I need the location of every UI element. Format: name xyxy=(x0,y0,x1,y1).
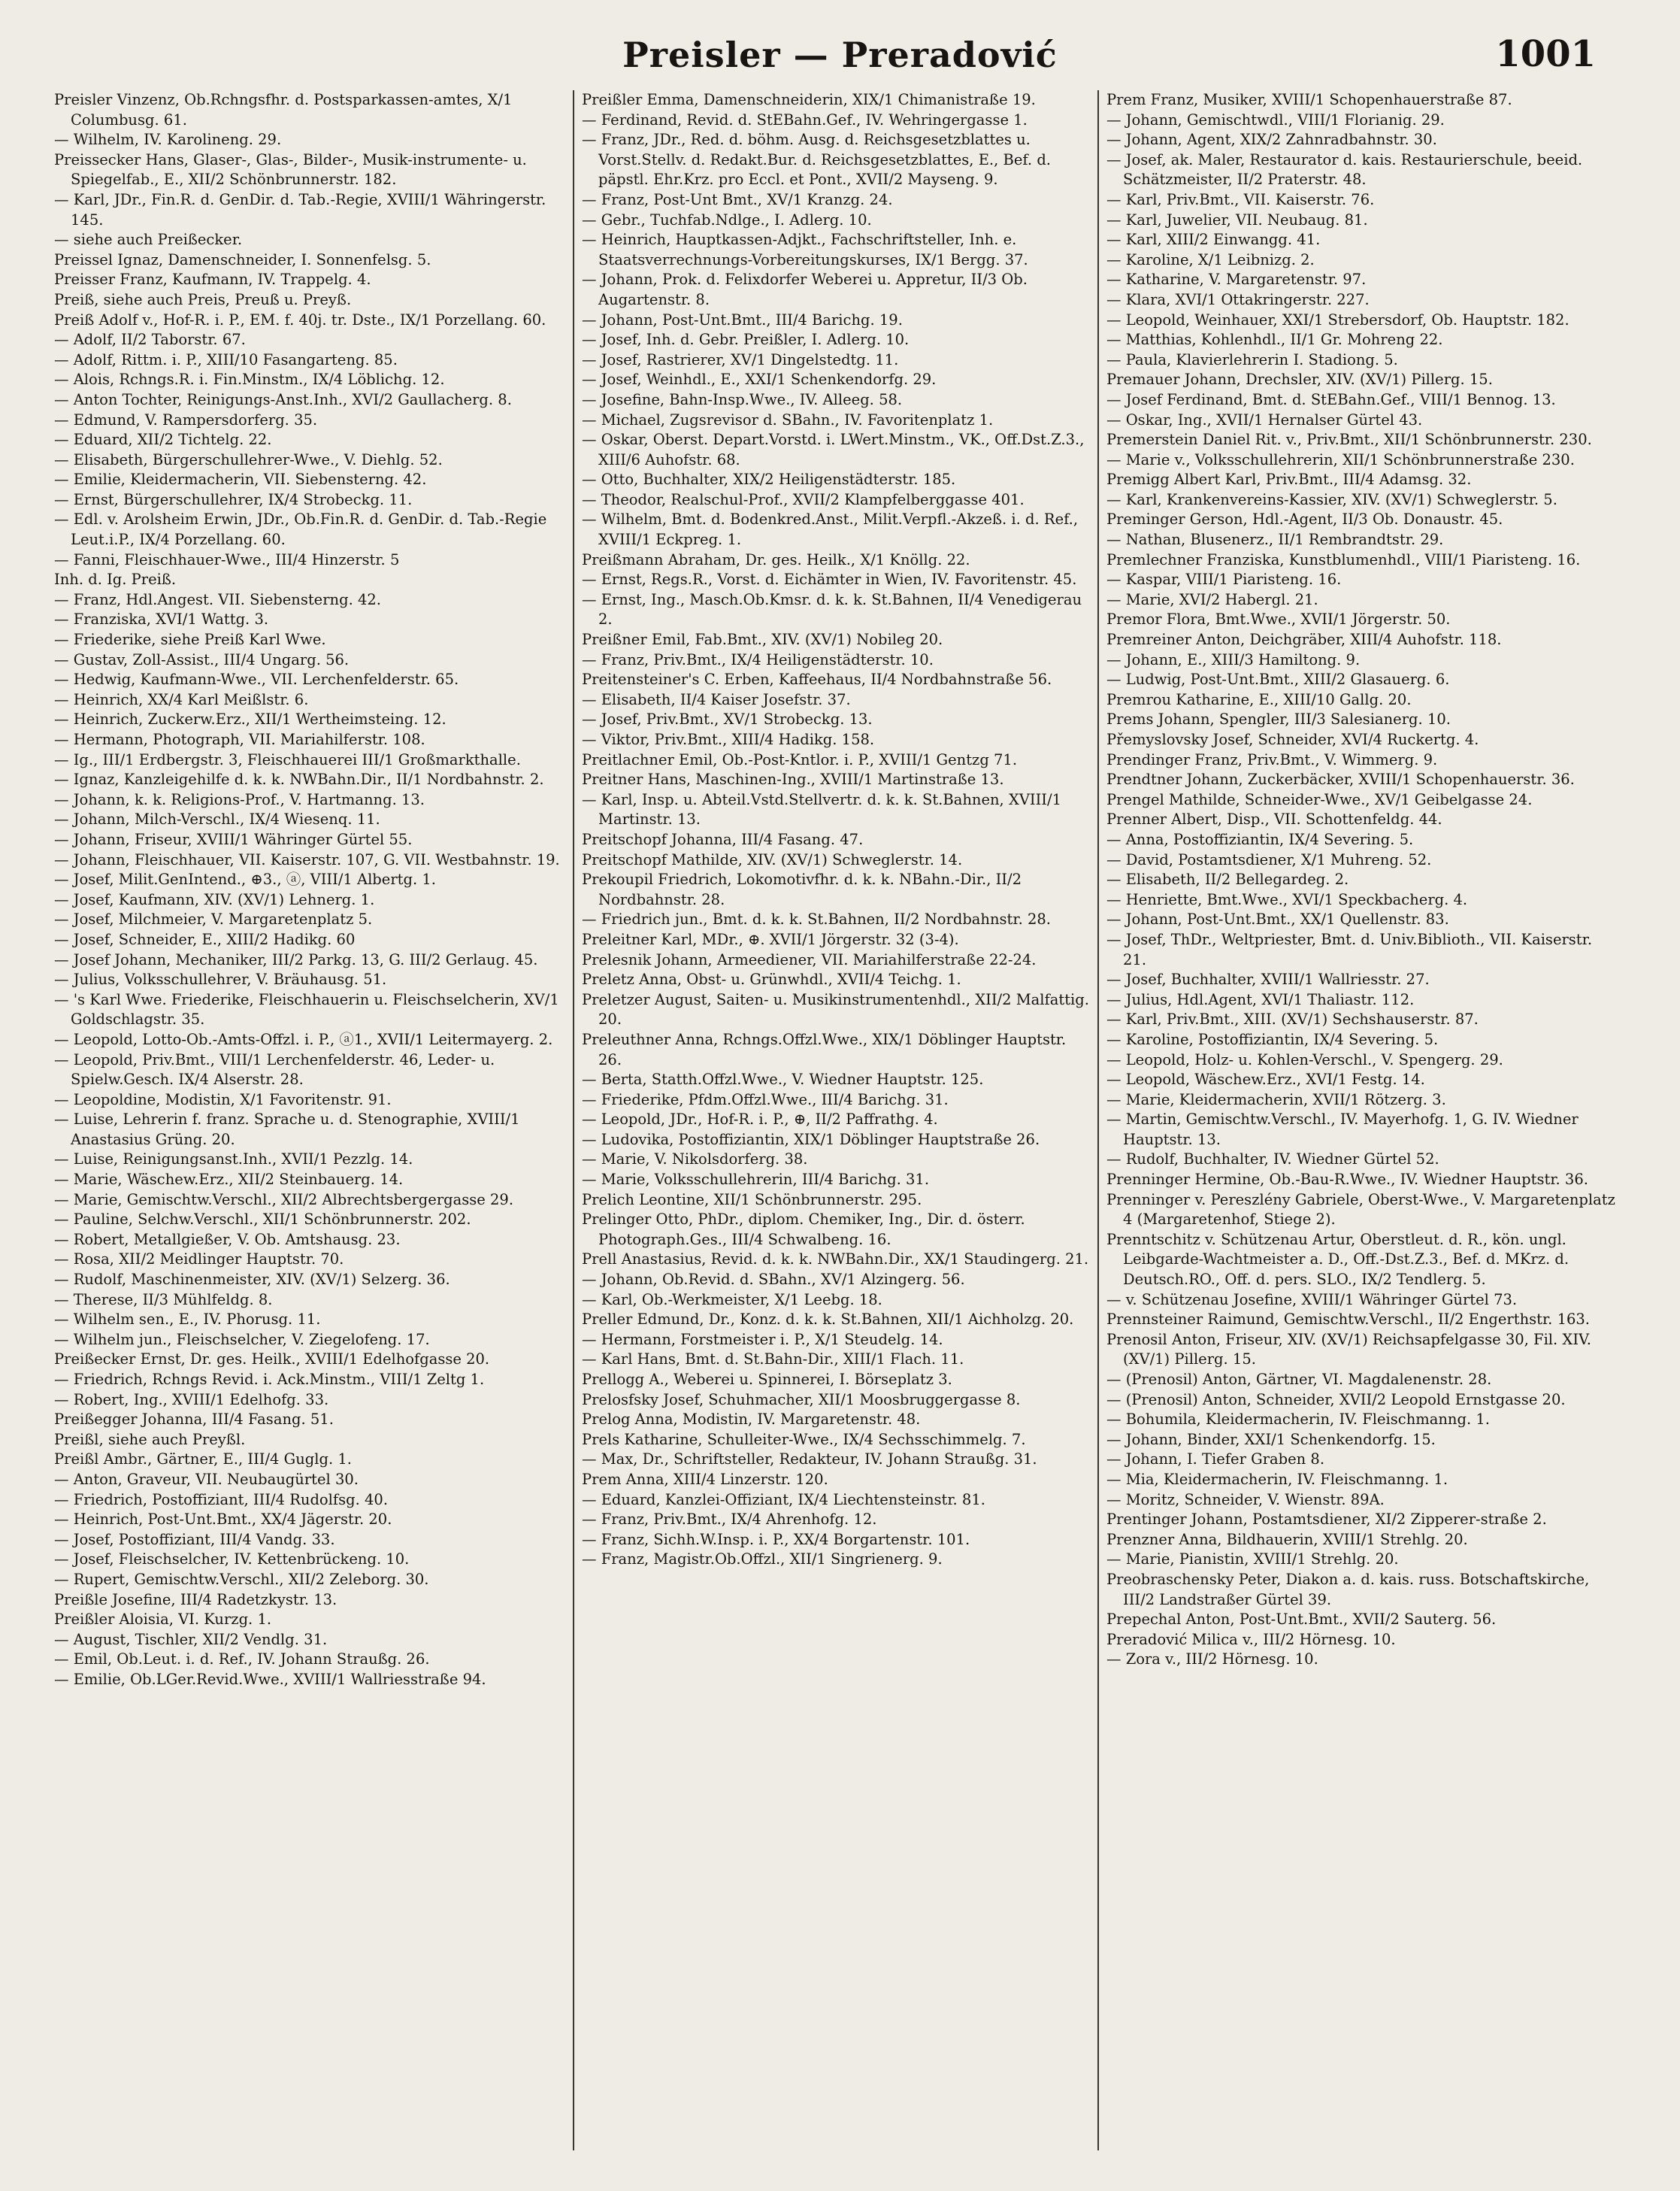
directory-entry: — Leopold, Wäschew.Erz., XVI/1 Festg. 14. xyxy=(1106,1071,1425,1089)
directory-entry: — Hermann, Forstmeister i. P., X/1 Steudelg. 14. xyxy=(582,1330,943,1348)
directory-entry: — Rosa, XII/2 Meidlinger Hauptstr. 70. xyxy=(54,1250,344,1268)
directory-entry: — Eduard, Kanzlei-Offiziant, IX/4 Liechtensteinstr. 81. xyxy=(582,1490,985,1508)
directory-entry: — Johann, Gemischtwdl., VIII/1 Florianig. 29. xyxy=(1106,111,1445,129)
directory-entry: — Josef, Rastrierer, XV/1 Dingelstedtg. 11. xyxy=(582,350,899,368)
directory-entry: — Hedwig, Kaufmann-Wwe., VII. Lerchenfelderstr. 65. xyxy=(54,671,459,689)
column-2 xyxy=(573,90,1093,2150)
directory-entry: Preißl, siehe auch Preyßl. xyxy=(54,1430,246,1448)
directory-entry: Prem Franz, Musiker, XVIII/1 Schopenhauerstraße 87. xyxy=(1106,91,1512,108)
directory-entry: Premreiner Anton, Deichgräber, XIII/4 Auhofstr. 118. xyxy=(1106,631,1502,649)
directory-entry: — Franziska, XVI/1 Wattg. 3. xyxy=(54,611,269,629)
directory-entry: — Eduard, XII/2 Tichtelg. 22. xyxy=(54,431,272,449)
directory-entry: — Anton, Graveur, VII. Neubaugürtel 30. xyxy=(54,1470,359,1488)
directory-entry: — Nathan, Blusenerz., II/1 Rembrandtstr. 29. xyxy=(1106,531,1444,549)
directory-entry: Preitschopf Mathilde, XIV. (XV/1) Schweglerstr. 14. xyxy=(582,850,963,868)
directory-entry: Preiß, siehe auch Preis, Preuß u. Preyß. xyxy=(54,290,352,308)
directory-entry: — Josef, Milchmeier, V. Margaretenplatz 5. xyxy=(54,911,373,929)
page-title: Preisler — Preradović xyxy=(622,35,1058,75)
directory-entry: — Klara, XVI/1 Ottakringerstr. 227. xyxy=(1106,290,1370,308)
directory-entry: — Karl, Ob.-Werkmeister, X/1 Leebg. 18. xyxy=(582,1290,882,1308)
directory-entry: — Friederike, Pfdm.Offzl.Wwe., III/4 Barichg. 31. xyxy=(582,1090,949,1108)
directory-entry: — Josef, Buchhalter, XVIII/1 Wallriesstr. 27. xyxy=(1106,971,1430,989)
directory-entry: — Heinrich, Hauptkassen-Adjkt., Fachschriftsteller, Inh. e. Staatsverrechnungs-Vorbereitungskurses, IX/1 Bergg. 37. xyxy=(582,231,1028,268)
directory-entry: — Franz, Priv.Bmt., IX/4 Heiligenstädterstr. 10. xyxy=(582,650,934,668)
directory-entry: — Franz, Sichh.W.Insp. i. P., XX/4 Borgartenstr. 101. xyxy=(582,1530,970,1548)
directory-entry: — Ernst, Bürgerschullehrer, IX/4 Strobeckg. 11. xyxy=(54,490,413,508)
directory-entry: — Karl, XIII/2 Einwangg. 41. xyxy=(1106,231,1321,249)
directory-entry: — Karl, JDr., Fin.R. d. GenDir. d. Tab.-Regie, XVIII/1 Währingerstr. 145. xyxy=(54,190,546,229)
directory-entry: Preißler Aloisia, VI. Kurzg. 1. xyxy=(54,1611,272,1629)
directory-entry: — Therese, II/3 Mühlfeldg. 8. xyxy=(54,1290,273,1308)
directory-entry: — Josef, ak. Maler, Restaurator d. kais. Restaurierschule, beeid. Schätzmeister, II/2 Praterstr. 48. xyxy=(1106,150,1583,189)
directory-entry: — Luise, Reinigungsanst.Inh., XVII/1 Pezzlg. 14. xyxy=(54,1150,413,1168)
directory-entry: — Emilie, Kleidermacherin, VII. Siebensterng. 42. xyxy=(54,471,427,489)
directory-entry: — Josef Johann, Mechaniker, III/2 Parkg. 13, G. III/2 Gerlaug. 45. xyxy=(54,950,538,968)
directory-entry: Preletz Anna, Obst- u. Grünwhdl., XVII/4 Teichg. 1. xyxy=(582,971,961,989)
directory-entry: Prendtner Johann, Zuckerbäcker, XVIII/1 Schopenhauerstr. 36. xyxy=(1106,771,1575,789)
directory-entry: Preißecker Ernst, Dr. ges. Heilk., XVIII/1 Edelhofgasse 20. xyxy=(54,1350,490,1368)
directory-entry: — v. Schützenau Josefine, XVIII/1 Währinger Gürtel 73. xyxy=(1106,1290,1518,1308)
directory-entry: — Luise, Lehrerin f. franz. Sprache u. d. Stenographie, XVIII/1 Anastasius Grüng. 20. xyxy=(54,1111,520,1148)
column-1 xyxy=(54,90,565,2150)
directory-entry: — Fanni, Fleischhauer-Wwe., III/4 Hinzerstr. 5 xyxy=(54,550,400,568)
directory-entry: — Elisabeth, II/4 Kaiser Josefstr. 37. xyxy=(582,690,851,708)
directory-entry: Prelich Leontine, XII/1 Schönbrunnerstr. 295. xyxy=(582,1190,922,1208)
directory-entry: — Julius, Volksschullehrer, V. Bräuhausg. 51. xyxy=(54,971,387,989)
directory-entry: — Josef, Kaufmann, XIV. (XV/1) Lehnerg. 1. xyxy=(54,890,375,908)
directory-entry: — Max, Dr., Schriftsteller, Redakteur, IV. Johann Straußg. 31. xyxy=(582,1450,1037,1468)
directory-entry: Preissecker Hans, Glaser-, Glas-, Bilder-, Musik-instrumente- u. Spiegelfab., E., XII/2 Schönbrunnerstr. 182. xyxy=(54,150,527,189)
directory-entry: Preiß Adolf v., Hof-R. i. P., EM. f. 40j. tr. Dste., IX/1 Porzellang. 60. xyxy=(54,311,546,329)
directory-entry: — Johann, Post-Unt.Bmt., III/4 Barichg. 19. xyxy=(582,311,903,329)
directory-entry: — Johann, Ob.Revid. d. SBahn., XV/1 Alzingerg. 56. xyxy=(582,1271,965,1289)
directory-entry: — Ig., III/1 Erdbergstr. 3, Fleischhauerei III/1 Großmarkthalle. xyxy=(54,750,521,768)
directory-entry: — Karl, Juwelier, VII. Neubaug. 81. xyxy=(1106,211,1368,229)
directory-entry: — Karoline, Postoffiziantin, IX/4 Severing. 5. xyxy=(1106,1030,1439,1048)
directory-entry: — Marie, Pianistin, XVIII/1 Strehlg. 20. xyxy=(1106,1550,1399,1568)
directory-entry: — Johann, Friseur, XVIII/1 Währinger Gürtel 55. xyxy=(54,830,413,848)
directory-entry: — Oskar, Oberst. Depart.Vorstd. i. LWert.Minstm., VK., Off.Dst.Z.3., XIII/6 Auhofstr. 68. xyxy=(582,431,1085,468)
directory-entry: Prennsteiner Raimund, Gemischtw.Verschl., II/2 Engerthstr. 163. xyxy=(1106,1311,1590,1329)
directory-entry: — Martin, Gemischtw.Verschl., IV. Mayerhofg. 1, G. IV. Wiedner Hauptstr. 13. xyxy=(1106,1111,1579,1148)
directory-entry: Preobraschensky Peter, Diakon a. d. kais. russ. Botschaftskirche, III/2 Landstraßer Gürtel 39. xyxy=(1106,1570,1590,1608)
directory-entry: Preißler Emma, Damenschneiderin, XIX/1 Chimanistraße 19. xyxy=(582,91,1036,108)
directory-entry: — Leopold, Lotto-Ob.-Amts-Offzl. i. P., ⓐ1., XVII/1 Leitermayerg. 2. xyxy=(54,1030,553,1048)
directory-entry: Prelesnik Johann, Armeediener, VII. Mariahilferstraße 22-24. xyxy=(582,950,1037,968)
directory-entry: — Bohumila, Kleidermacherin, IV. Fleischmanng. 1. xyxy=(1106,1411,1490,1429)
directory-entry: Preitner Hans, Maschinen-Ing., XVIII/1 Martinstraße 13. xyxy=(582,771,1004,789)
directory-entry: Premauer Johann, Drechsler, XIV. (XV/1) Pillerg. 15. xyxy=(1106,371,1493,389)
directory-entry: — Franz, Post-Unt Bmt., XV/1 Kranzg. 24. xyxy=(582,190,893,208)
directory-entry: — Johann, Agent, XIX/2 Zahnradbahnstr. 30. xyxy=(1106,131,1437,149)
directory-entry: — Josef, ThDr., Weltpriester, Bmt. d. Univ.Biblioth., VII. Kaiserstr. 21. xyxy=(1106,930,1593,968)
directory-entry: — Pauline, Selchw.Verschl., XII/1 Schönbrunnerstr. 202. xyxy=(54,1211,471,1229)
directory-entry: — Leopold, Priv.Bmt., VIII/1 Lerchenfelderstr. 46, Leder- u. Spielw.Gesch. IX/4 Alserstr. 28. xyxy=(54,1050,495,1089)
directory-entry: — Johann, Prok. d. Felixdorfer Weberei u. Appretur, II/3 Ob. Augartenstr. 8. xyxy=(582,271,1028,308)
directory-entry: — Matthias, Kohlenhdl., II/1 Gr. Mohreng 22. xyxy=(1106,331,1443,349)
directory-entry: Preißl Ambr., Gärtner, E., III/4 Guglg. 1. xyxy=(54,1450,352,1468)
directory-entry: — Hermann, Photograph, VII. Mariahilferstr. 108. xyxy=(54,731,425,748)
directory-entry: — Julius, Hdl.Agent, XVI/1 Thaliastr. 112. xyxy=(1106,990,1415,1008)
directory-entry: Prenner Albert, Disp., VII. Schottenfeldg. 44. xyxy=(1106,811,1442,829)
directory-entry: — Karl, Priv.Bmt., VII. Kaiserstr. 76. xyxy=(1106,190,1375,208)
directory-entry: — Wilhelm, Bmt. d. Bodenkred.Anst., Milit.Verpfl.-Akzeß. i. d. Ref., XVIII/1 Eckpreg. 1. xyxy=(582,511,1079,549)
directory-entry: — Johann, Binder, XXI/1 Schenkendorfg. 15. xyxy=(1106,1430,1436,1448)
directory-entry: — Franz, Hdl.Angest. VII. Siebensterng. 42. xyxy=(54,590,381,608)
directory-entry: — Marie, Volksschullehrerin, III/4 Barichg. 31. xyxy=(582,1171,930,1189)
directory-entry: Premigg Albert Karl, Priv.Bmt., III/4 Adamsg. 32. xyxy=(1106,471,1472,489)
directory-entry: — Wilhelm, IV. Karolineng. 29. xyxy=(54,131,282,149)
directory-entry: — Emil, Ob.Leut. i. d. Ref., IV. Johann Straußg. 26. xyxy=(54,1650,430,1668)
directory-entry: Preitlachner Emil, Ob.-Post-Kntlor. i. P., XVIII/1 Gentzg 71. xyxy=(582,750,1018,768)
directory-entry: — Leopold, JDr., Hof-R. i. P., ⊕, II/2 Paffrathg. 4. xyxy=(582,1111,938,1129)
directory-entry: — Josef, Weinhdl., E., XXI/1 Schenkendorfg. 29. xyxy=(582,371,937,389)
directory-entry: — Johann, k. k. Religions-Prof., V. Hartmanng. 13. xyxy=(54,790,425,808)
page-number: 1001 xyxy=(1495,33,1596,75)
directory-entry: — David, Postamtsdiener, X/1 Muhreng. 52. xyxy=(1106,850,1432,868)
directory-entry: — Ludovika, Postoffiziantin, XIX/1 Döblinger Hauptstraße 26. xyxy=(582,1130,1040,1148)
directory-entry: — Mia, Kleidermacherin, IV. Fleischmanng. 1. xyxy=(1106,1470,1448,1488)
directory-entry: Preißner Emil, Fab.Bmt., XIV. (XV/1) Nobileg 20. xyxy=(582,631,943,649)
directory-entry: — Ernst, Ing., Masch.Ob.Kmsr. d. k. k. St.Bahnen, II/4 Venedigerau 2. xyxy=(582,590,1082,629)
directory-entry: — Michael, Zugsrevisor d. SBahn., IV. Favoritenplatz 1. xyxy=(582,411,994,429)
directory-entry: Prelinger Otto, PhDr., diplom. Chemiker, Ing., Dir. d. österr. Photograph.Ges., III/4 Schwalbeng. 16. xyxy=(582,1211,1025,1248)
directory-entry: — siehe auch Preißecker. xyxy=(54,231,243,249)
directory-entry: — Viktor, Priv.Bmt., XIII/4 Hadikg. 158. xyxy=(582,731,875,748)
directory-entry: Preißegger Johanna, III/4 Fasang. 51. xyxy=(54,1411,334,1429)
directory-entry: — Berta, Statth.Offzl.Wwe., V. Wiedner Hauptstr. 125. xyxy=(582,1071,984,1089)
directory-entry: — Otto, Buchhalter, XIX/2 Heiligenstädterstr. 185. xyxy=(582,471,956,489)
directory-entry: Prenzner Anna, Bildhauerin, XVIII/1 Strehlg. 20. xyxy=(1106,1530,1468,1548)
directory-entry: Preisler Vinzenz, Ob.Rchngsfhr. d. Postsparkassen-amtes, X/1 Columbusg. 61. xyxy=(54,91,513,129)
directory-entry: Preleitner Karl, MDr., ⊕. XVII/1 Jörgerstr. 32 (3-4). xyxy=(582,930,959,948)
directory-entry: — Leopold, Weinhauer, XXI/1 Strebersdorf, Ob. Hauptstr. 182. xyxy=(1106,311,1570,329)
directory-entry: Premerstein Daniel Rit. v., Priv.Bmt., XII/1 Schönbrunnerstr. 230. xyxy=(1106,431,1592,449)
directory-entry: — Rudolf, Buchhalter, IV. Wiedner Gürtel 52. xyxy=(1106,1150,1439,1168)
directory-entry: — Karl, Krankenvereins-Kassier, XIV. (XV/1) Schweglerstr. 5. xyxy=(1106,490,1557,508)
directory-entry: — Ludwig, Post-Unt.Bmt., XIII/2 Glasauerg. 6. xyxy=(1106,671,1450,689)
directory-entry: — Marie v., Volksschullehrerin, XII/1 Schönbrunnerstraße 230. xyxy=(1106,450,1575,468)
directory-entry: Prem Anna, XIII/4 Linzerstr. 120. xyxy=(582,1470,828,1488)
directory-entry: Prelosfsky Josef, Schuhmacher, XII/1 Moosbruggergasse 8. xyxy=(582,1390,1021,1408)
directory-entry: — Karl Hans, Bmt. d. St.Bahn-Dir., XIII/1 Flach. 11. xyxy=(582,1350,964,1368)
directory-entry: — Franz, Priv.Bmt., IX/4 Ahrenhofg. 12. xyxy=(582,1511,877,1529)
directory-entry: — Gustav, Zoll-Assist., III/4 Ungarg. 56. xyxy=(54,650,350,668)
directory-entry: — Johann, I. Tiefer Graben 8. xyxy=(1106,1450,1325,1468)
directory-entry: Preleuthner Anna, Rchngs.Offzl.Wwe., XIX/1 Döblinger Hauptstr. 26. xyxy=(582,1030,1067,1068)
directory-entry: — Leopold, Holz- u. Kohlen-Verschl., V. Spengerg. 29. xyxy=(1106,1050,1503,1068)
directory-entry: Prelog Anna, Modistin, IV. Margaretenstr. 48. xyxy=(582,1411,921,1429)
directory-entry: Preitschopf Johanna, III/4 Fasang. 47. xyxy=(582,830,864,848)
directory-entry: — Robert, Metallgießer, V. Ob. Amtshausg. 23. xyxy=(54,1230,401,1248)
directory-entry: Prepechal Anton, Post-Unt.Bmt., XVII/2 Sauterg. 56. xyxy=(1106,1611,1497,1629)
directory-entry: — Josefine, Bahn-Insp.Wwe., IV. Alleeg. 58. xyxy=(582,390,903,408)
directory-entry: — Edl. v. Arolsheim Erwin, JDr., Ob.Fin.R. d. GenDir. d. Tab.-Regie Leut.i.P., IX/4 Porzellang. 60. xyxy=(54,511,547,549)
directory-entry: Preisser Franz, Kaufmann, IV. Trappelg. 4. xyxy=(54,271,371,289)
directory-entry: Prems Johann, Spengler, III/3 Salesianerg. 10. xyxy=(1106,711,1451,729)
directory-entry: — Theodor, Realschul-Prof., XVII/2 Klampfelberggasse 401. xyxy=(582,490,1025,508)
directory-entry: — Josef, Fleischselcher, IV. Kettenbrückeng. 10. xyxy=(54,1550,410,1568)
directory-entry: Přemyslovsky Josef, Schneider, XVI/4 Ruckertg. 4. xyxy=(1106,731,1479,748)
directory-entry: — Paula, Klavierlehrerin I. Stadiong. 5. xyxy=(1106,350,1398,368)
entry-list-3 xyxy=(1106,90,1618,1670)
directory-entry: — Moritz, Schneider, V. Wienstr. 89A. xyxy=(1106,1490,1385,1508)
directory-entry: Preminger Gerson, Hdl.-Agent, II/3 Ob. Donaustr. 45. xyxy=(1106,511,1503,529)
directory-entry: — Oskar, Ing., XVII/1 Hernalser Gürtel 43. xyxy=(1106,411,1423,429)
directory-entry: — Heinrich, XX/4 Karl Meißlstr. 6. xyxy=(54,690,309,708)
directory-entry: — Marie, Gemischtw.Verschl., XII/2 Albrechtsbergergasse 29. xyxy=(54,1190,514,1208)
directory-entry: — Ernst, Regs.R., Vorst. d. Eichämter in Wien, IV. Favoritenstr. 45. xyxy=(582,571,1077,589)
directory-entry: — Franz, JDr., Red. d. böhm. Ausg. d. Reichsgesetzblattes u. Vorst.Stellv. d. Redakt.Bur. d. Reichsgesetzblattes, E., Bef. d. päpstl. Ehr.Krz. pro Eccl. et Pont., XVII/2 Mayseng. 9. xyxy=(582,131,1051,189)
directory-entry: — Ignaz, Kanzleigehilfe d. k. k. NWBahn.Dir., II/1 Nordbahnstr. 2. xyxy=(54,771,544,789)
directory-entry: Inh. d. Ig. Preiß. xyxy=(54,571,177,589)
directory-entry: Preißmann Abraham, Dr. ges. Heilk., X/1 Knöllg. 22. xyxy=(582,550,970,568)
directory-entry: — Elisabeth, II/2 Bellegardeg. 2. xyxy=(1106,871,1349,889)
directory-entry: Prell Anastasius, Revid. d. k. k. NWBahn.Dir., XX/1 Staudingerg. 21. xyxy=(582,1250,1089,1268)
directory-entry: Prellogg A., Weberei u. Spinnerei, I. Börseplatz 3. xyxy=(582,1371,952,1388)
directory-entry: — Heinrich, Post-Unt.Bmt., XX/4 Jägerstr. 20. xyxy=(54,1511,392,1529)
directory-entry: — Heinrich, Zuckerw.Erz., XII/1 Wertheimsteing. 12. xyxy=(54,711,446,729)
directory-entry: — Ferdinand, Revid. d. StEBahn.Gef., IV. Wehringergasse 1. xyxy=(582,111,1028,129)
directory-entry: — Johann, E., XIII/3 Hamiltong. 9. xyxy=(1106,650,1361,668)
directory-entry: Prengel Mathilde, Schneider-Wwe., XV/1 Geibelgasse 24. xyxy=(1106,790,1533,808)
directory-entry: — Wilhelm sen., E., IV. Phorusg. 11. xyxy=(54,1311,321,1329)
directory-entry: — Anton Tochter, Reinigungs-Anst.Inh., XVI/2 Gaullacherg. 8. xyxy=(54,390,512,408)
directory-entry: — Karl, Priv.Bmt., XIII. (XV/1) Sechshauserstr. 87. xyxy=(1106,1011,1479,1029)
directory-entry: — Marie, Kleidermacherin, XVII/1 Rötzerg. 3. xyxy=(1106,1090,1446,1108)
directory-entry: Prenntschitz v. Schützenau Artur, Oberstleut. d. R., kön. ungl. Leibgarde-Wachtmeister a. D., Off.-Dst.Z.3., Bef. d. MKrz. d. Deutsch.RO., Off. d. pers. SLO., IX/2 Tendlerg. 5. xyxy=(1106,1230,1570,1289)
directory-entry: Prenninger v. Pereszlény Gabriele, Oberst-Wwe., V. Margaretenplatz 4 (Margaretenhof, Stiege 2). xyxy=(1106,1190,1615,1229)
directory-entry: Prenninger Hermine, Ob.-Bau-R.Wwe., IV. Wiedner Hauptstr. 36. xyxy=(1106,1171,1588,1189)
directory-entry: Premor Flora, Bmt.Wwe., XVII/1 Jörgerstr. 50. xyxy=(1106,611,1451,629)
directory-entry: Prenosil Anton, Friseur, XIV. (XV/1) Reichsapfelgasse 30, Fil. XIV. (XV/1) Pillerg. 15. xyxy=(1106,1330,1591,1368)
directory-entry: — Marie, Wäschew.Erz., XII/2 Steinbauerg. 14. xyxy=(54,1171,404,1189)
directory-entry: — Katharine, V. Margaretenstr. 97. xyxy=(1106,271,1367,289)
directory-entry: — Zora v., III/2 Hörnesg. 10. xyxy=(1106,1650,1318,1668)
directory-entry: — Edmund, V. Rampersdorferg. 35. xyxy=(54,411,318,429)
directory-entry: Prendinger Franz, Priv.Bmt., V. Wimmerg. 9. xyxy=(1106,750,1438,768)
directory-entry: Preller Edmund, Dr., Konz. d. k. k. St.Bahnen, XII/1 Aichholzg. 20. xyxy=(582,1311,1074,1329)
directory-entry: — Emilie, Ob.LGer.Revid.Wwe., XVIII/1 Wallriesstraße 94. xyxy=(54,1670,486,1688)
entry-list-1 xyxy=(54,90,565,1690)
directory-entry: — Gebr., Tuchfab.Ndlge., I. Adlerg. 10. xyxy=(582,211,872,229)
directory-entry: Preissel Ignaz, Damenschneider, I. Sonnenfelsg. 5. xyxy=(54,250,431,268)
directory-entry: — Henriette, Bmt.Wwe., XVI/1 Speckbacherg. 4. xyxy=(1106,890,1468,908)
directory-entry: — Anna, Postoffiziantin, IX/4 Severing. 5. xyxy=(1106,830,1414,848)
directory-entry: — Adolf, Rittm. i. P., XIII/10 Fasangarteng. 85. xyxy=(54,350,398,368)
directory-entry: — Robert, Ing., XVIII/1 Edelhofg. 33. xyxy=(54,1390,329,1408)
directory-entry: — Josef, Inh. d. Gebr. Preißler, I. Adlerg. 10. xyxy=(582,331,910,349)
directory-entry: — Franz, Magistr.Ob.Offzl., XII/1 Singrienerg. 9. xyxy=(582,1550,943,1568)
directory-entry: — 's Karl Wwe. Friederike, Fleischhauerin u. Fleischselcherin, XV/1 Goldschlagstr. 35. xyxy=(54,990,559,1029)
directory-entry: — (Prenosil) Anton, Gärtner, VI. Magdalenenstr. 28. xyxy=(1106,1371,1492,1388)
directory-entry: Prels Katharine, Schulleiter-Wwe., IX/4 Sechsschimmelg. 7. xyxy=(582,1430,1026,1448)
directory-entry: — Kaspar, VIII/1 Piaristeng. 16. xyxy=(1106,571,1342,589)
directory-entry: — Johann, Post-Unt.Bmt., XX/1 Quellenstr. 83. xyxy=(1106,911,1449,929)
directory-entry: — Josef, Postoffiziant, III/4 Vandg. 33. xyxy=(54,1530,335,1548)
directory-entry: — Josef Ferdinand, Bmt. d. StEBahn.Gef., VIII/1 Bennog. 13. xyxy=(1106,390,1556,408)
directory-entry: — Karoline, X/1 Leibnizg. 2. xyxy=(1106,250,1315,268)
directory-entry: — Josef, Milit.GenIntend., ⊕3., ⓐ, VIII/1 Albertg. 1. xyxy=(54,871,436,889)
directory-entry: — Rudolf, Maschinenmeister, XIV. (XV/1) Selzerg. 36. xyxy=(54,1271,450,1289)
directory-entry: Prekoupil Friedrich, Lokomotivfhr. d. k. k. NBahn.-Dir., II/2 Nordbahnstr. 28. xyxy=(582,871,1022,908)
directory-entry: — Rupert, Gemischtw.Verschl., XII/2 Zeleborg. 30. xyxy=(54,1570,429,1588)
directory-entry: — August, Tischler, XII/2 Vendlg. 31. xyxy=(54,1630,328,1648)
directory-entry: — Friedrich, Postoffiziant, III/4 Rudolfsg. 40. xyxy=(54,1490,389,1508)
directory-entry: — Marie, XVI/2 Habergl. 21. xyxy=(1106,590,1318,608)
directory-entry: Preißle Josefine, III/4 Radetzkystr. 13. xyxy=(54,1590,338,1608)
directory-entry: — Johann, Milch-Verschl., IX/4 Wiesenq. 11. xyxy=(54,811,380,829)
directory-entry: Preradović Milica v., III/2 Hörnesg. 10. xyxy=(1106,1630,1396,1648)
directory-entry: — Elisabeth, Bürgerschullehrer-Wwe., V. Diehlg. 52. xyxy=(54,450,443,468)
directory-entry: — Friedrich jun., Bmt. d. k. k. St.Bahnen, II/2 Nordbahnstr. 28. xyxy=(582,911,1051,929)
directory-entry: — Josef, Priv.Bmt., XV/1 Strobeckg. 13. xyxy=(582,711,873,729)
column-3 xyxy=(1097,90,1618,2150)
directory-entry: — Marie, V. Nikolsdorferg. 38. xyxy=(582,1150,808,1168)
directory-entry: — Alois, Rchngs.R. i. Fin.Minstm., IX/4 Löblichg. 12. xyxy=(54,371,445,389)
directory-entry: — (Prenosil) Anton, Schneider, XVII/2 Leopold Ernstgasse 20. xyxy=(1106,1390,1566,1408)
directory-entry: — Johann, Fleischhauer, VII. Kaiserstr. 107, G. VII. Westbahnstr. 19. xyxy=(54,850,560,868)
entry-list-2 xyxy=(582,90,1093,1570)
directory-entry: — Adolf, II/2 Taborstr. 67. xyxy=(54,331,246,349)
directory-entry: Preletzer August, Saiten- u. Musikinstrumentenhdl., XII/2 Malfattig. 20. xyxy=(582,990,1089,1029)
directory-entry: — Wilhelm jun., Fleischselcher, V. Ziegelofeng. 17. xyxy=(54,1330,430,1348)
page-header xyxy=(0,29,1680,89)
directory-entry: — Karl, Insp. u. Abteil.Vstd.Stellvertr. d. k. k. St.Bahnen, XVIII/1 Martinstr. 13. xyxy=(582,790,1061,829)
directory-entry: Prentinger Johann, Postamtsdiener, XI/2 Zipperer-straße 2. xyxy=(1106,1511,1547,1529)
directory-entry: Premrou Katharine, E., XIII/10 Gallg. 20. xyxy=(1106,690,1412,708)
directory-entry: Preitensteiner's C. Erben, Kaffeehaus, II/4 Nordbahnstraße 56. xyxy=(582,671,1052,689)
directory-entry: — Friederike, siehe Preiß Karl Wwe. xyxy=(54,631,326,649)
directory-entry: — Friedrich, Rchngs Revid. i. Ack.Minstm., VIII/1 Zeltg 1. xyxy=(54,1371,485,1388)
directory-entry: Premlechner Franziska, Kunstblumenhdl., VIII/1 Piaristeng. 16. xyxy=(1106,550,1581,568)
directory-entry: — Josef, Schneider, E., XIII/2 Hadikg. 60 xyxy=(54,930,356,948)
directory-entry: — Leopoldine, Modistin, X/1 Favoritenstr. 91. xyxy=(54,1090,392,1108)
